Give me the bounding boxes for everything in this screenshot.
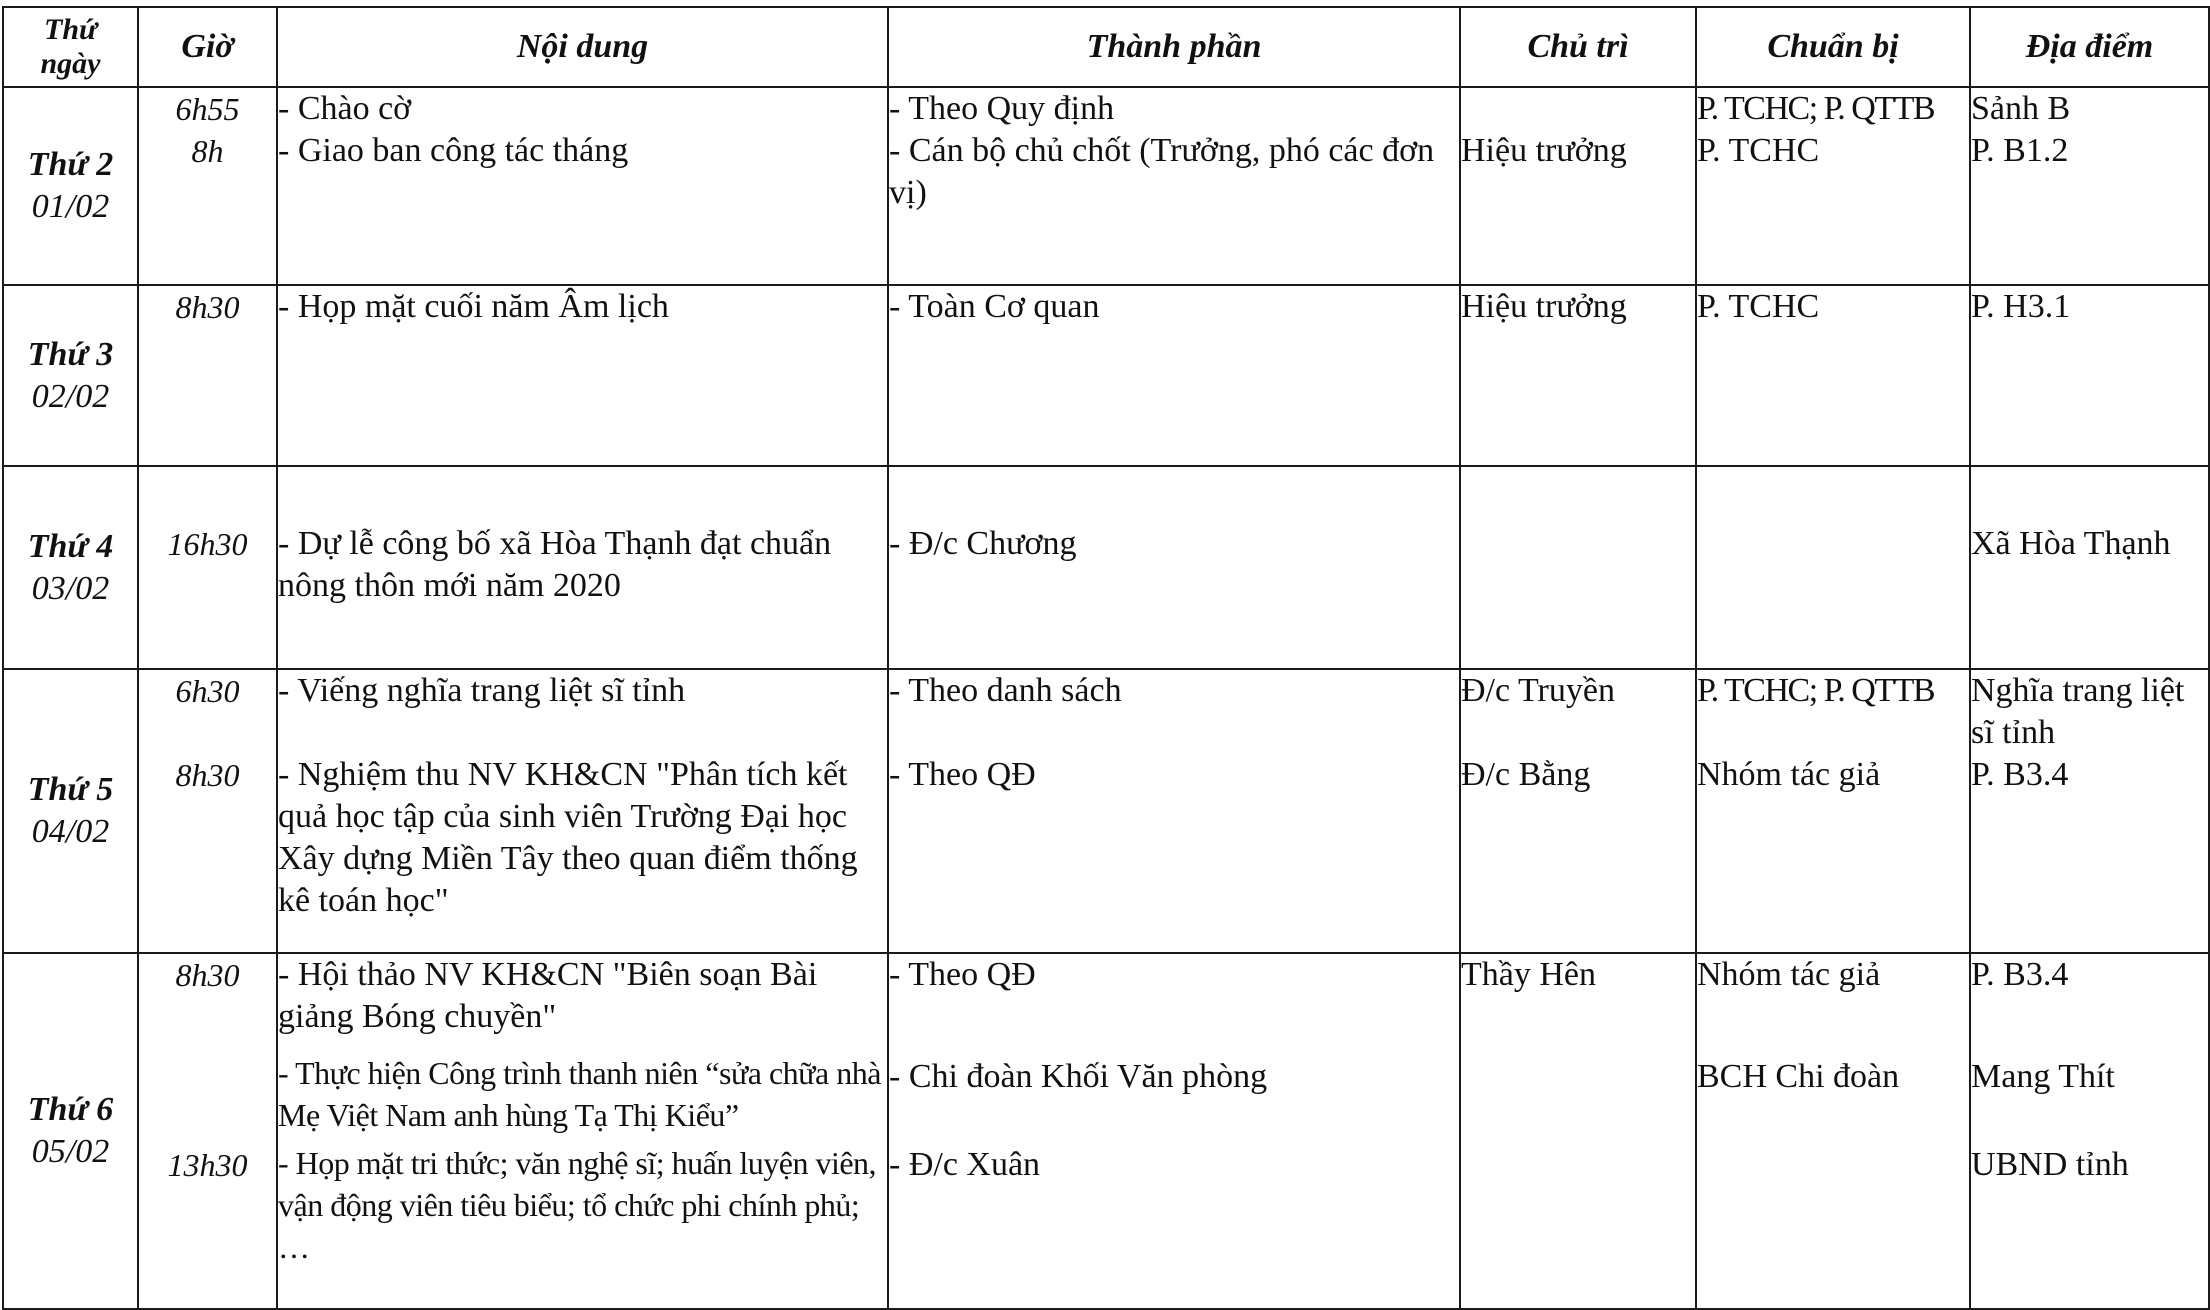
location-item: UBND tỉnh	[1971, 1146, 2129, 1183]
table-row	[3, 87, 2209, 285]
day-date: 03/02	[31, 569, 110, 607]
location-item: Xã Hòa Thạnh	[1971, 525, 2171, 562]
chair-cell	[1460, 466, 1696, 669]
time-cell	[138, 466, 277, 669]
day-name: Thứ 4	[27, 527, 114, 565]
chair-item: Đ/c Truyền	[1461, 672, 1615, 709]
header-day-line2: ngày	[40, 47, 101, 80]
participants-item: - Theo QĐ	[889, 956, 1036, 993]
content-cell	[277, 87, 888, 285]
day-date: 04/02	[31, 813, 110, 850]
content-cell	[277, 669, 888, 953]
content-item: - Thực hiện Công trình thanh niên “sửa chữa nhà Mẹ Việt Nam anh hùng Tạ Thị Kiểu”	[278, 1055, 881, 1133]
prepare-item: P. TCHC	[1697, 132, 1820, 169]
location-item: Sảnh B	[1971, 90, 2071, 127]
day-cell	[3, 285, 138, 466]
participants-item: - Chi đoàn Khối Văn phòng	[889, 1058, 1268, 1095]
prepare-item: Nhóm tác giả	[1697, 756, 1881, 793]
location-cell	[1970, 953, 2209, 1309]
chair-cell	[1460, 953, 1696, 1309]
location-item: Nghĩa trang liệt sĩ tỉnh	[1971, 672, 2185, 751]
time-value: 8h	[191, 133, 224, 169]
header-participants: Thành phần	[888, 7, 1460, 87]
content-item: - Họp mặt cuối năm Âm lịch	[278, 288, 669, 325]
prepare-item: P. TCHC; P. QTTB	[1697, 672, 1935, 709]
prepare-cell	[1696, 669, 1970, 953]
time-value: 6h30	[175, 673, 240, 709]
content-cell	[277, 285, 888, 466]
day-name: Thứ 5	[27, 771, 114, 808]
day-cell	[3, 87, 138, 285]
table-row	[3, 953, 2209, 1309]
prepare-item: P. TCHC	[1697, 288, 1820, 325]
participants-item: - Cán bộ chủ chốt (Trưởng, phó các đơn vị)	[889, 132, 1435, 211]
time-cell	[138, 87, 277, 285]
schedule-table	[2, 6, 2210, 1310]
participants-cell	[888, 87, 1460, 285]
table-row	[3, 466, 2209, 669]
header-row	[3, 7, 2209, 87]
chair-cell	[1460, 87, 1696, 285]
header-content: Nội dung	[277, 7, 888, 87]
time-value: 8h30	[175, 289, 240, 325]
time-value: 8h30	[175, 757, 240, 793]
location-cell	[1970, 87, 2209, 285]
chair-item: Thầy Hên	[1461, 956, 1597, 993]
content-item: - Hội thảo NV KH&CN "Biên soạn Bài giảng Bóng chuyền"	[278, 956, 818, 1035]
participants-item: - Toàn Cơ quan	[889, 288, 1100, 325]
chair-cell	[1460, 285, 1696, 466]
participants-item: - Đ/c Xuân	[889, 1146, 1041, 1183]
day-date: 01/02	[31, 188, 110, 225]
content-cell	[277, 953, 888, 1309]
content-item: - Dự lễ công bố xã Hòa Thạnh đạt chuẩn nông thôn mới năm 2020	[278, 525, 832, 604]
day-date: 02/02	[31, 377, 110, 415]
content-item: - Giao ban công tác tháng	[278, 132, 629, 169]
content-cell	[277, 466, 888, 669]
location-cell	[1970, 669, 2209, 953]
day-cell	[3, 466, 138, 669]
time-cell	[138, 953, 277, 1309]
prepare-cell	[1696, 285, 1970, 466]
table-row	[3, 285, 2209, 466]
chair-item: Hiệu trưởng	[1461, 132, 1627, 169]
day-cell	[3, 953, 138, 1309]
prepare-item: P. TCHC; P. QTTB	[1697, 90, 1935, 127]
participants-item: - Theo Quy định	[889, 90, 1115, 127]
prepare-cell	[1696, 87, 1970, 285]
participants-item: - Đ/c Chương	[889, 525, 1077, 562]
location-cell	[1970, 466, 2209, 669]
table-row	[3, 669, 2209, 953]
day-name: Thứ 3	[27, 335, 114, 373]
prepare-item: Nhóm tác giả	[1697, 956, 1881, 993]
participants-item: - Theo QĐ	[889, 756, 1036, 793]
location-item: P. H3.1	[1971, 288, 2071, 325]
day-cell	[3, 669, 138, 953]
time-cell	[138, 669, 277, 953]
participants-cell	[888, 953, 1460, 1309]
header-location: Địa điểm	[1970, 7, 2209, 87]
time-value: 13h30	[167, 1147, 248, 1183]
prepare-cell	[1696, 953, 1970, 1309]
participants-cell	[888, 669, 1460, 953]
location-item: P. B1.2	[1971, 132, 2069, 169]
header-chair: Chủ trì	[1460, 7, 1696, 87]
location-cell	[1970, 285, 2209, 466]
content-item: - Nghiệm thu NV KH&CN "Phân tích kết quả học tập của sinh viên Trường Đại học Xây dựng Miền Tây theo quan điểm thống kê toán học"	[278, 756, 858, 919]
participants-cell	[888, 285, 1460, 466]
day-date: 05/02	[31, 1133, 110, 1170]
day-name: Thứ 6	[27, 1091, 114, 1128]
location-item: P. B3.4	[1971, 956, 2069, 993]
time-value: 6h55	[175, 91, 240, 127]
content-item: - Viếng nghĩa trang liệt sĩ tỉnh	[278, 672, 686, 709]
header-day-line1: Thứ	[44, 13, 97, 46]
location-item: Mang Thít	[1971, 1058, 2115, 1095]
header-prepare: Chuẩn bị	[1696, 7, 1970, 87]
prepare-item: BCH Chi đoàn	[1697, 1058, 1900, 1095]
time-cell	[138, 285, 277, 466]
chair-item: Đ/c Bằng	[1461, 756, 1591, 793]
chair-cell	[1460, 669, 1696, 953]
day-name: Thứ 2	[27, 146, 114, 183]
header-day	[3, 7, 138, 87]
location-item: P. B3.4	[1971, 756, 2069, 793]
chair-item: Hiệu trưởng	[1461, 288, 1627, 325]
time-value: 8h30	[175, 957, 240, 993]
prepare-cell	[1696, 466, 1970, 669]
participants-cell	[888, 466, 1460, 669]
content-item: - Họp mặt tri thức; văn nghệ sĩ; huấn luyện viên, vận động viên tiêu biểu; tổ chức phi chính phủ; …	[278, 1145, 877, 1265]
content-item: - Chào cờ	[278, 90, 412, 127]
time-value: 16h30	[167, 526, 248, 562]
participants-item: - Theo danh sách	[889, 672, 1122, 709]
header-time: Giờ	[138, 7, 277, 87]
